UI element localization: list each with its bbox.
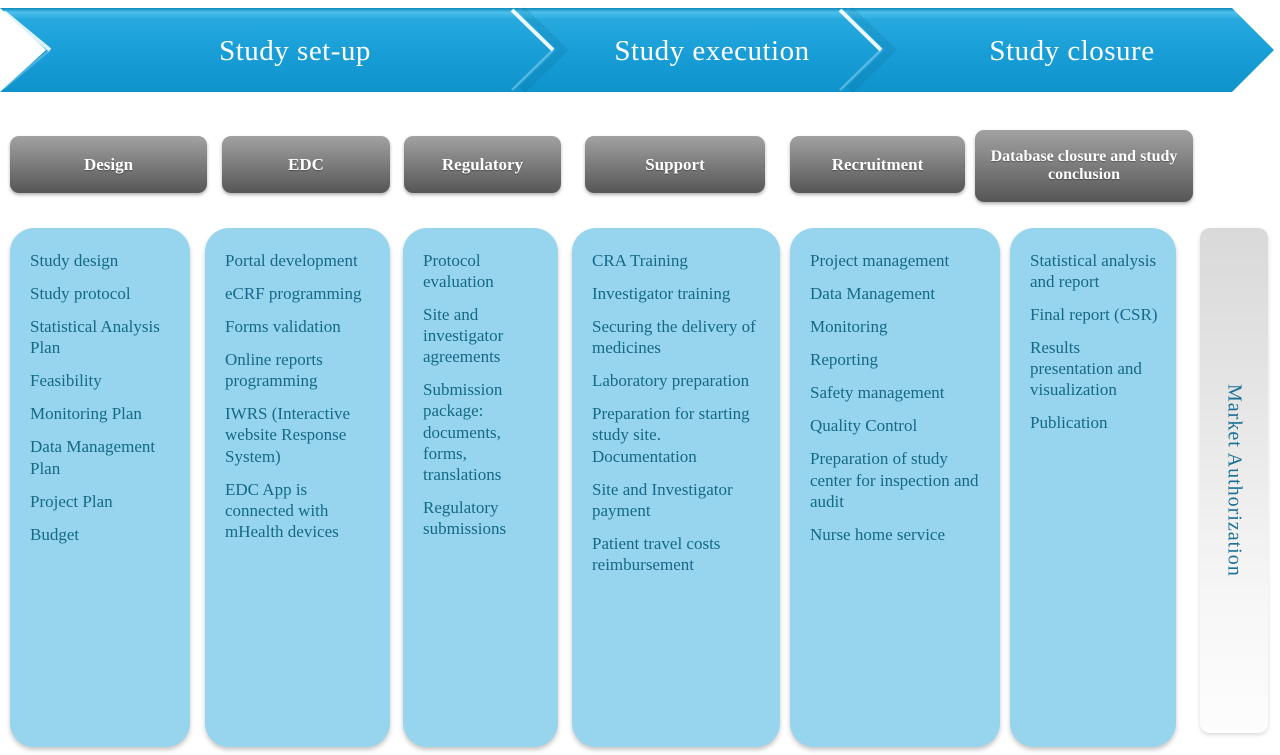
task-item: IWRS (Interactive website Response System) (225, 404, 351, 466)
market-authorization-bar (1200, 228, 1268, 733)
market-authorization-label: Market Authorization (1223, 384, 1246, 577)
task-item: Monitoring (810, 317, 888, 337)
task-item: Quality Control (810, 416, 918, 436)
task-column-regulatory (403, 228, 558, 747)
task-item: Reporting (810, 350, 878, 370)
phase-label-study-setup: Study set-up (219, 35, 371, 67)
phase-label-study-execution: Study execution (614, 35, 810, 67)
stage-header-database-closure: Database closure and study conclusion (975, 130, 1193, 202)
task-item: Forms validation (225, 317, 341, 337)
task-item: Portal development (225, 251, 358, 270)
task-item: Nurse home service (810, 524, 946, 544)
task-item: Results presentation and visualization (1030, 338, 1142, 400)
stage-header-regulatory: Regulatory (404, 136, 561, 193)
stage-header-edc: EDC (222, 136, 390, 193)
task-item: Study design (30, 251, 119, 270)
task-item: Online reports programming (225, 350, 323, 391)
stage-header-design: Design (10, 136, 207, 193)
task-item: Statistical Analysis Plan (30, 317, 160, 358)
task-item: Protocol evaluation (423, 251, 494, 292)
task-item: Regulatory submissions (423, 497, 507, 538)
task-item: Publication (1030, 413, 1108, 433)
task-item: Laboratory preparation (592, 371, 750, 391)
task-item: Preparation for starting study site. Documentation (592, 404, 750, 466)
task-item: EDC App is connected with mHealth devices (225, 479, 339, 541)
task-item: Data Management (810, 284, 936, 304)
task-item: Site and investigator agreements (423, 305, 504, 367)
task-item: Preparation of study center for inspection and audit (810, 449, 979, 511)
task-item: Budget (30, 524, 80, 544)
task-item: Submission package: documents, forms, translations (423, 380, 503, 484)
task-item: Project Plan (30, 491, 113, 511)
task-item: Safety management (810, 383, 945, 403)
task-item: Investigator training (592, 284, 731, 304)
task-column-edc (205, 228, 390, 747)
task-item: Final report (CSR) (1030, 305, 1158, 325)
stage-header-support: Support (585, 136, 765, 193)
task-item: Study protocol (30, 284, 131, 304)
task-column-recruitment (790, 228, 1000, 747)
phase-label-study-closure: Study closure (989, 35, 1155, 67)
stage-header-recruitment: Recruitment (790, 136, 965, 193)
task-item: Data Management Plan (30, 437, 156, 478)
task-item: Securing the delivery of medicines (592, 317, 756, 358)
phase-ribbon (0, 0, 1280, 100)
task-item: Monitoring Plan (30, 404, 142, 424)
task-item: Site and Investigator payment (592, 479, 733, 520)
task-item: CRA Training (592, 251, 688, 270)
task-item: Statistical analysis and report (1030, 251, 1157, 292)
task-item: Project management (810, 251, 950, 270)
task-column-database-closure (1010, 228, 1176, 747)
task-item: Feasibility (30, 371, 102, 391)
task-item: eCRF programming (225, 284, 362, 304)
task-column-support (572, 228, 780, 747)
task-column-design (10, 228, 190, 747)
task-item: Patient travel costs reimbursement (592, 533, 721, 574)
